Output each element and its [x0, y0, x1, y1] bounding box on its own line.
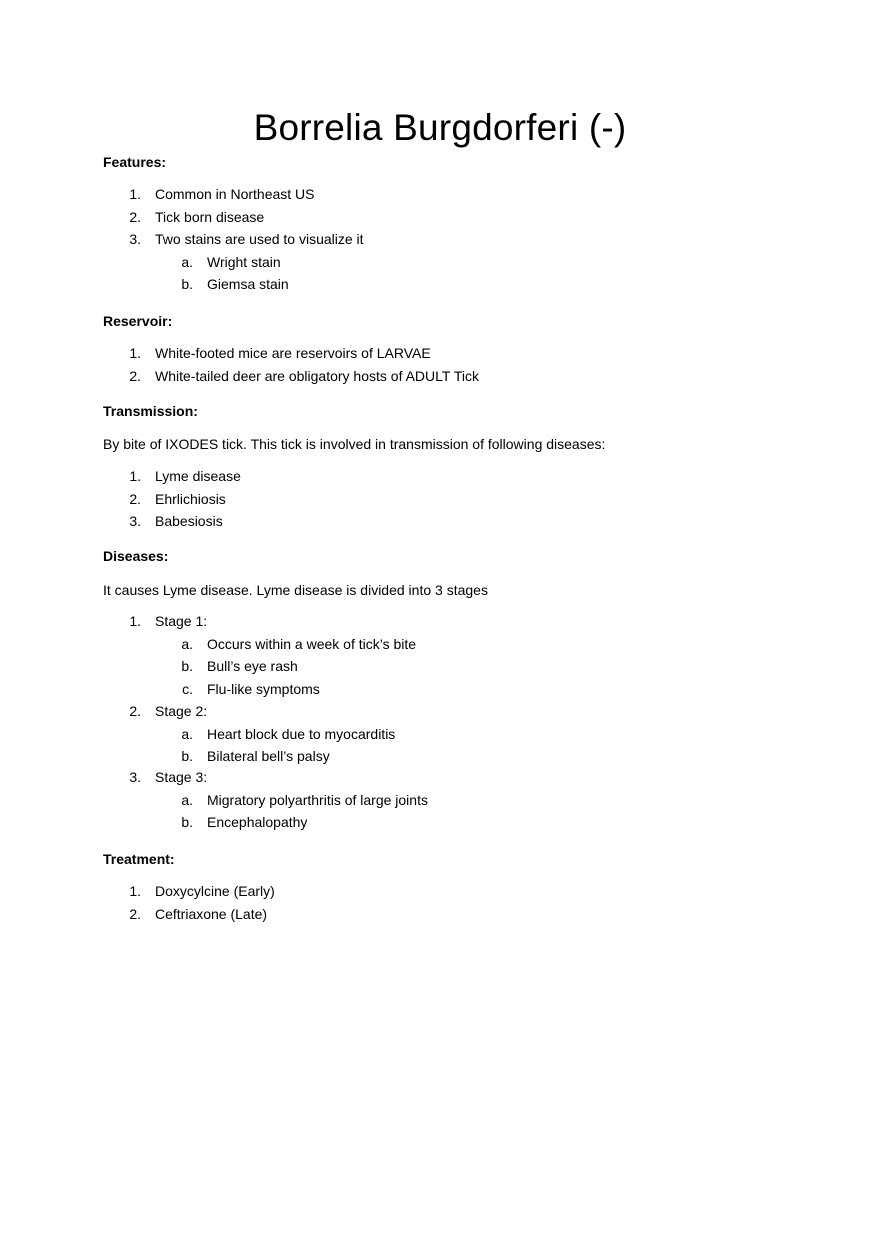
list-text: Stage 1: [155, 613, 208, 629]
diseases-intro: It causes Lyme disease. Lyme disease is divided into 3 stages [103, 582, 488, 598]
treatment-heading: Treatment: [103, 851, 175, 867]
list-marker: b. [181, 658, 193, 674]
list-marker: a. [181, 254, 193, 270]
list-marker: a. [181, 792, 193, 808]
list-text: Occurs within a week of tick’s bite [207, 636, 417, 652]
transmission-intro: By bite of IXODES tick. This tick is involved in transmission of following diseases: [103, 436, 606, 452]
list-text: Migratory polyarthritis of large joints [207, 792, 428, 808]
list-marker: 1. [129, 883, 141, 899]
list-marker: 1. [129, 468, 141, 484]
list-text: Ehrlichiosis [155, 491, 226, 507]
list-text: Stage 3: [155, 769, 208, 785]
list-marker: 2. [129, 209, 141, 225]
diseases-heading: Diseases: [103, 548, 169, 564]
list-text: Heart block due to myocarditis [207, 726, 396, 742]
list-text: Stage 2: [155, 703, 208, 719]
list-text: Common in Northeast US [155, 186, 315, 202]
transmission-heading: Transmission: [103, 403, 198, 419]
list-marker: b. [181, 814, 193, 830]
list-text: Doxycylcine (Early) [155, 883, 275, 899]
list-marker: c. [182, 681, 193, 697]
list-text: Tick born disease [155, 209, 265, 225]
list-marker: 2. [129, 906, 141, 922]
list-marker: 2. [129, 703, 141, 719]
list-text: Flu-like symptoms [207, 681, 320, 697]
list-text: Ceftriaxone (Late) [155, 906, 268, 922]
list-text: Babesiosis [155, 513, 223, 529]
list-text: Giemsa stain [207, 276, 289, 292]
list-marker: 3. [129, 513, 141, 529]
list-marker: 1. [129, 613, 141, 629]
list-marker: 1. [129, 186, 141, 202]
reservoir-heading: Reservoir: [103, 313, 173, 329]
list-marker: a. [181, 726, 193, 742]
list-marker: 3. [129, 231, 141, 247]
list-text: Bilateral bell’s palsy [207, 748, 330, 764]
list-text: Lyme disease [155, 468, 241, 484]
list-text: Wright stain [207, 254, 281, 270]
list-text: White-footed mice are reservoirs of LARVAE [155, 345, 431, 361]
list-marker: 2. [129, 368, 141, 384]
list-marker: 1. [129, 345, 141, 361]
list-marker: b. [181, 748, 193, 764]
page-title: Borrelia Burgdorferi (-) [253, 107, 627, 148]
list-text: Bull’s eye rash [207, 658, 298, 674]
list-text: White-tailed deer are obligatory hosts of ADULT Tick [155, 368, 479, 384]
list-marker: 3. [129, 769, 141, 785]
list-marker: 2. [129, 491, 141, 507]
list-text: Encephalopathy [207, 814, 308, 830]
features-heading: Features: [103, 154, 167, 170]
list-text: Two stains are used to visualize it [155, 231, 364, 247]
list-marker: b. [181, 276, 193, 292]
list-marker: a. [181, 636, 193, 652]
